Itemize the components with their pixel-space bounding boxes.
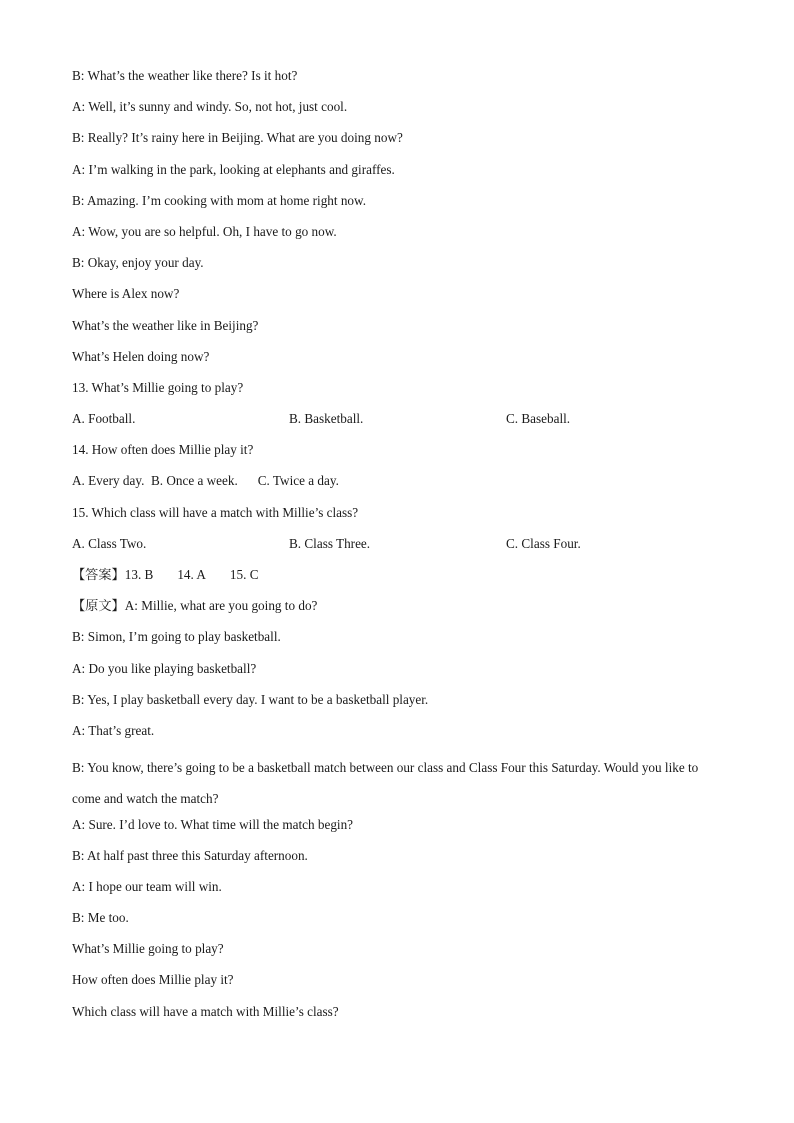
dialog-line: A: Millie, what are you going to do? bbox=[124, 598, 318, 614]
dialog-line: B: Really? It’s rainy here in Beijing. What are you doing now? bbox=[72, 130, 403, 146]
q14-options bbox=[72, 471, 722, 502]
dialog-line: A: Do you like playing basketball? bbox=[72, 660, 257, 676]
question-line: Which class will have a match with Millie’s class? bbox=[72, 1003, 339, 1019]
dialog-line: A: Wow, you are so helpful. Oh, I have to go now. bbox=[72, 223, 337, 239]
q15-option-a: A. Class Two. bbox=[72, 535, 147, 551]
q14-stem: 14. How often does Millie play it? bbox=[72, 442, 254, 458]
dialog-line: A: I’m walking in the park, looking at elephants and giraffes. bbox=[72, 161, 395, 177]
q13-stem: 13. What’s Millie going to play? bbox=[72, 379, 244, 395]
q15-option-c: C. Class Four. bbox=[506, 535, 581, 551]
dialog-line: A: Well, it’s sunny and windy. So, not hot, just cool. bbox=[72, 99, 348, 115]
dialog-line: B: Me too. bbox=[72, 910, 129, 926]
q13-option-b: B. Basketball. bbox=[289, 411, 364, 427]
q14-option-a: A. Every day. bbox=[72, 473, 145, 489]
dialog-line: B: You know, there’s going to be a basketball match between our class and Class Four this Saturday. Would you like to come and watch the match? bbox=[72, 760, 699, 807]
answer-label: 【答案】 bbox=[72, 567, 125, 582]
question-line: Where is Alex now? bbox=[72, 286, 180, 302]
q15-option-b: B. Class Three. bbox=[289, 535, 371, 551]
question-line: What’s Helen doing now? bbox=[72, 348, 210, 364]
q15-options bbox=[72, 534, 722, 565]
q14-option-c: C. Twice a day. bbox=[257, 473, 339, 489]
dialog-line: B: Okay, enjoy your day. bbox=[72, 255, 204, 271]
dialog-line: B: What’s the weather like there? Is it hot? bbox=[72, 68, 298, 83]
dialog-line: B: Yes, I play basketball every day. I want to be a basketball player. bbox=[72, 691, 429, 707]
q13-option-a: A. Football. bbox=[72, 411, 136, 427]
q14-option-b: B. Once a week. bbox=[150, 473, 238, 489]
dialog-line: A: I hope our team will win. bbox=[72, 878, 222, 894]
question-line: What’s the weather like in Beijing? bbox=[72, 317, 259, 333]
dialog-line: A: Sure. I’d love to. What time will the match begin? bbox=[72, 816, 354, 832]
answer-14: 14. A bbox=[177, 567, 206, 582]
transcript-label: 【原文】 bbox=[72, 598, 125, 614]
q15-stem: 15. Which class will have a match with Millie’s class? bbox=[72, 504, 359, 520]
dialog-line: A: That’s great. bbox=[72, 722, 155, 738]
dialog-line: B: At half past three this Saturday afternoon. bbox=[72, 847, 308, 863]
question-line: How often does Millie play it? bbox=[72, 972, 234, 988]
question-line: What’s Millie going to play? bbox=[72, 941, 224, 957]
answer-13: 13. B bbox=[124, 567, 154, 582]
dialog-line: B: Amazing. I’m cooking with mom at home right now. bbox=[72, 192, 366, 208]
document-page bbox=[72, 66, 722, 1033]
answer-line bbox=[72, 565, 722, 596]
dialog-line: B: Simon, I’m going to play basketball. bbox=[72, 629, 281, 645]
q13-option-c: C. Baseball. bbox=[506, 411, 571, 427]
transcript-first-line bbox=[72, 596, 722, 627]
q13-options bbox=[72, 409, 722, 440]
answer-15: 15. C bbox=[229, 567, 259, 582]
